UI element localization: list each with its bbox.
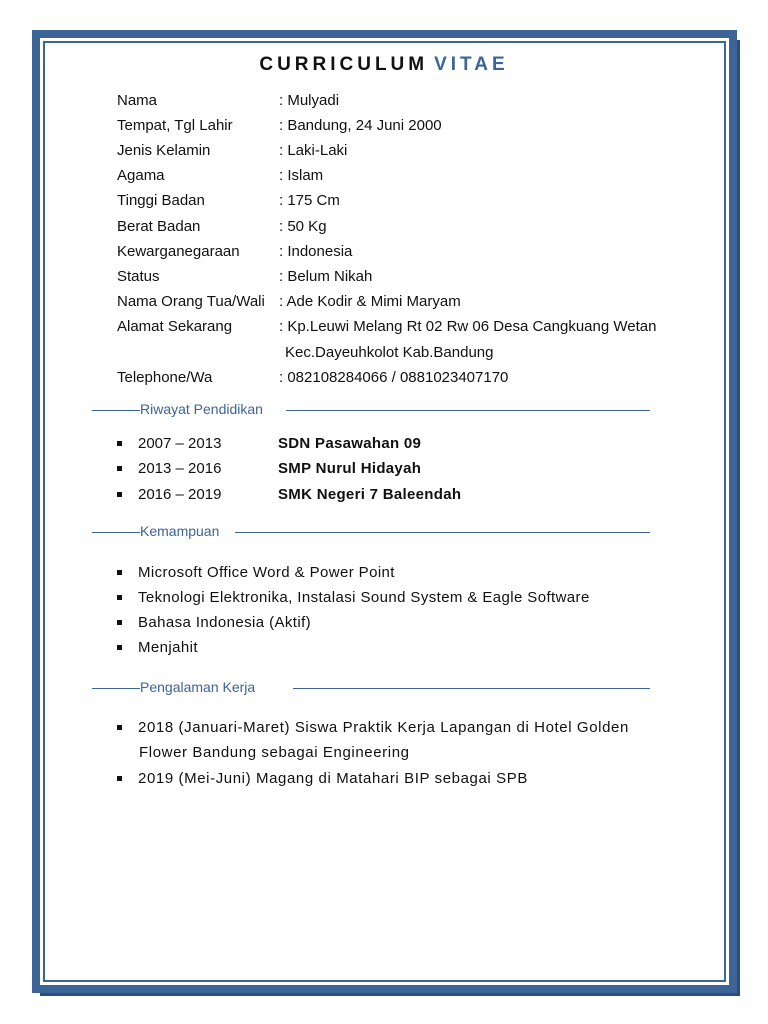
experience-text-continuation: Flower Bandung sebagai Engineering bbox=[139, 744, 410, 761]
bio-row-gender bbox=[117, 142, 347, 160]
bio-label: Agama bbox=[117, 167, 165, 184]
heading-rule-right bbox=[286, 410, 650, 411]
bio-row-address bbox=[117, 318, 656, 336]
experience-item bbox=[117, 718, 629, 737]
bio-value: : 175 Cm bbox=[279, 192, 340, 209]
bio-row-religion bbox=[117, 167, 323, 185]
bullet-square-icon bbox=[117, 595, 122, 600]
bio-label: Nama bbox=[117, 92, 158, 109]
bio-label: Kewarganegaraan bbox=[117, 243, 240, 260]
bio-label: Telephone/Wa bbox=[117, 369, 213, 386]
bio-row-status bbox=[117, 268, 372, 286]
skill-item bbox=[117, 563, 395, 582]
bio-row-birth bbox=[117, 117, 442, 135]
bio-row-citizenship bbox=[117, 243, 352, 261]
document-title bbox=[0, 54, 768, 76]
bio-value: : Mulyadi bbox=[279, 92, 340, 109]
heading-rule-right bbox=[235, 532, 650, 533]
bio-value: : Indonesia bbox=[279, 243, 353, 260]
bullet-square-icon bbox=[117, 492, 122, 497]
skill-item bbox=[117, 588, 590, 607]
education-school: SMP Nurul Hidayah bbox=[278, 460, 422, 477]
bio-label: Jenis Kelamin bbox=[117, 142, 211, 159]
heading-rule-left bbox=[92, 532, 140, 533]
bio-label: Status bbox=[117, 268, 160, 285]
bio-label: Alamat Sekarang bbox=[117, 318, 233, 335]
bullet-square-icon bbox=[117, 570, 122, 575]
bio-row-parents bbox=[117, 293, 461, 311]
education-item bbox=[117, 485, 461, 504]
heading-text: Kemampuan bbox=[140, 523, 223, 539]
bullet-square-icon bbox=[117, 441, 122, 446]
skill-text: Menjahit bbox=[138, 639, 198, 656]
heading-rule-right bbox=[293, 688, 650, 689]
title-main: CURRICULUM bbox=[259, 54, 429, 75]
education-item bbox=[117, 434, 421, 453]
bio-label: Tinggi Badan bbox=[117, 192, 205, 209]
experience-text: 2018 (Januari-Maret) Siswa Praktik Kerja Lapangan di Hotel Golden bbox=[138, 719, 629, 736]
heading-text: Pengalaman Kerja bbox=[140, 679, 259, 695]
bio-row-height bbox=[117, 192, 340, 210]
bio-value: : 50 Kg bbox=[279, 218, 327, 235]
title-accent: VITAE bbox=[434, 54, 509, 75]
experience-text: 2019 (Mei-Juni) Magang di Matahari BIP sebagai SPB bbox=[138, 770, 528, 787]
bio-value: : Ade Kodir & Mimi Maryam bbox=[279, 293, 461, 310]
bio-value: : Belum Nikah bbox=[279, 268, 373, 285]
bullet-square-icon bbox=[117, 466, 122, 471]
education-item bbox=[117, 459, 421, 478]
section-heading-experience bbox=[92, 679, 650, 697]
bio-value: : Laki-Laki bbox=[279, 142, 348, 159]
bio-value: : Bandung, 24 Juni 2000 bbox=[279, 117, 442, 134]
skill-item bbox=[117, 638, 198, 657]
skill-text: Microsoft Office Word & Power Point bbox=[138, 564, 395, 581]
bio-row-phone bbox=[117, 369, 508, 387]
skill-text: Bahasa Indonesia (Aktif) bbox=[138, 614, 312, 631]
bio-row-name bbox=[117, 92, 339, 110]
heading-rule-left bbox=[92, 688, 140, 689]
bio-label: Berat Badan bbox=[117, 218, 201, 235]
education-school: SDN Pasawahan 09 bbox=[278, 435, 422, 452]
heading-rule-left bbox=[92, 410, 140, 411]
bullet-square-icon bbox=[117, 645, 122, 650]
bio-label: Tempat, Tgl Lahir bbox=[117, 117, 233, 134]
bio-row-weight bbox=[117, 218, 327, 236]
skill-item bbox=[117, 613, 311, 632]
education-years: 2007 – 2013 bbox=[138, 435, 222, 452]
education-years: 2013 – 2016 bbox=[138, 460, 222, 477]
skill-text: Teknologi Elektronika, Instalasi Sound System & Eagle Software bbox=[138, 589, 590, 606]
bio-address-continuation: Kec.Dayeuhkolot Kab.Bandung bbox=[285, 344, 494, 361]
bio-value: : Islam bbox=[279, 167, 324, 184]
experience-item bbox=[117, 769, 528, 788]
heading-text: Riwayat Pendidikan bbox=[140, 401, 267, 417]
bullet-square-icon bbox=[117, 776, 122, 781]
bullet-square-icon bbox=[117, 620, 122, 625]
section-heading-education bbox=[92, 401, 650, 419]
bio-value: : 082108284066 / 0881023407170 bbox=[279, 369, 509, 386]
section-heading-skills bbox=[92, 523, 650, 541]
bullet-square-icon bbox=[117, 725, 122, 730]
bio-label: Nama Orang Tua/Wali bbox=[117, 293, 265, 310]
education-school: SMK Negeri 7 Baleendah bbox=[278, 486, 462, 503]
bio-value: : Kp.Leuwi Melang Rt 02 Rw 06 Desa Cangkuang Wetan bbox=[279, 318, 657, 335]
education-years: 2016 – 2019 bbox=[138, 486, 222, 503]
